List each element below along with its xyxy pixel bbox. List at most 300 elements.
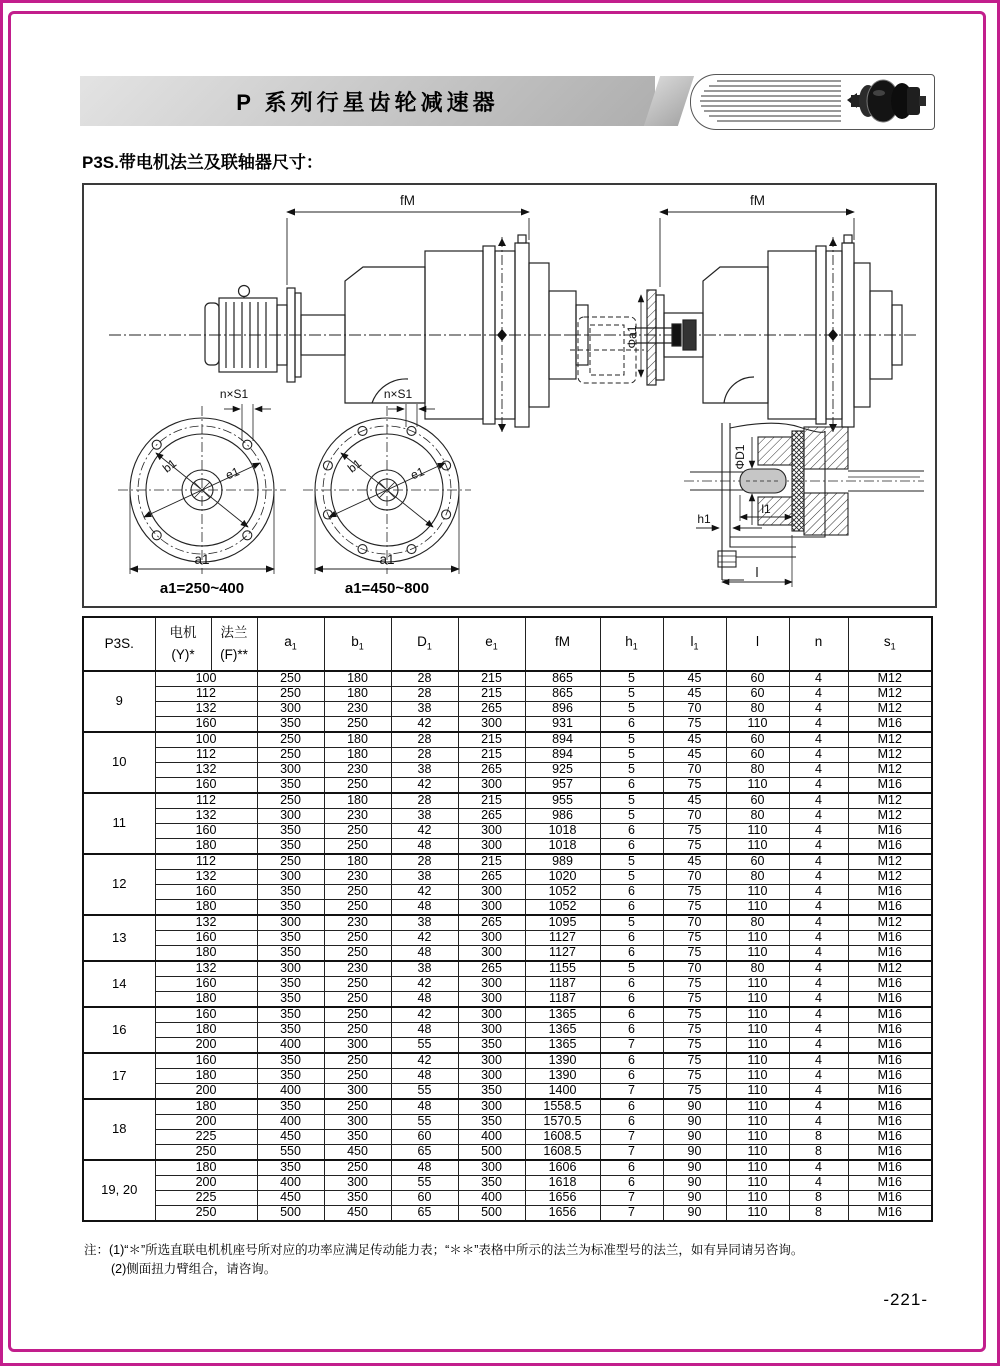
value-cell: 42 — [391, 778, 458, 794]
value-cell: 48 — [391, 946, 458, 962]
value-cell: 110 — [726, 1115, 789, 1130]
motor-size-cell: 180 — [155, 1069, 257, 1084]
value-cell: 931 — [525, 717, 600, 733]
value-cell: 5 — [600, 809, 663, 824]
value-cell: 230 — [324, 702, 391, 717]
value-cell: 300 — [257, 870, 324, 885]
table-row — [83, 809, 932, 824]
table-row — [83, 946, 932, 962]
value-cell: 80 — [726, 870, 789, 885]
motor-size-cell: 160 — [155, 1007, 257, 1023]
value-cell: 350 — [257, 931, 324, 946]
value-cell: 4 — [789, 961, 848, 977]
value-cell: 38 — [391, 915, 458, 931]
table-row — [83, 778, 932, 794]
model-cell: 14 — [83, 961, 155, 1007]
value-cell: 75 — [663, 900, 726, 916]
value-cell: 350 — [458, 1084, 525, 1100]
value-cell: 110 — [726, 931, 789, 946]
dimension-table-section — [82, 616, 933, 1222]
value-cell: 4 — [789, 1084, 848, 1100]
col-header-l: l — [726, 617, 789, 671]
value-cell: 4 — [789, 671, 848, 687]
value-cell: 5 — [600, 702, 663, 717]
value-cell: M16 — [848, 1069, 932, 1084]
speed-lines-icon — [700, 81, 841, 121]
value-cell: 250 — [324, 717, 391, 733]
value-cell: 1365 — [525, 1007, 600, 1023]
value-cell: 215 — [458, 687, 525, 702]
value-cell: 300 — [458, 1053, 525, 1069]
value-cell: 7 — [600, 1206, 663, 1222]
value-cell: 110 — [726, 1160, 789, 1176]
flange-caption-large: a1=450~800 — [344, 580, 430, 597]
value-cell: 265 — [458, 961, 525, 977]
value-cell: 300 — [458, 992, 525, 1008]
value-cell: 180 — [324, 687, 391, 702]
motor-size-cell: 180 — [155, 1160, 257, 1176]
gear-reducer-photo — [847, 80, 926, 122]
col-header-model: P3S. — [83, 617, 155, 671]
value-cell: 90 — [663, 1115, 726, 1130]
value-cell: 4 — [789, 900, 848, 916]
value-cell: 250 — [324, 778, 391, 794]
dim-label-e1-1: e1 — [223, 464, 242, 483]
value-cell: 350 — [257, 717, 324, 733]
value-cell: 75 — [663, 931, 726, 946]
value-cell: 4 — [789, 1099, 848, 1115]
value-cell: 1187 — [525, 977, 600, 992]
flange-drawing-small — [118, 404, 286, 574]
value-cell: 75 — [663, 946, 726, 962]
value-cell: 80 — [726, 763, 789, 778]
motor-size-cell: 132 — [155, 763, 257, 778]
value-cell: 60 — [726, 793, 789, 809]
table-row — [83, 671, 932, 687]
value-cell: 4 — [789, 748, 848, 763]
reducer-with-motor-side-view — [109, 212, 604, 433]
value-cell: 300 — [324, 1084, 391, 1100]
value-cell: 110 — [726, 824, 789, 839]
spec-table-body — [83, 671, 932, 1221]
value-cell: 42 — [391, 977, 458, 992]
dim-label-nxs1-1: n×S1 — [219, 387, 249, 401]
value-cell: 925 — [525, 763, 600, 778]
value-cell: 28 — [391, 732, 458, 748]
value-cell: 986 — [525, 809, 600, 824]
technical-drawings — [84, 185, 931, 602]
value-cell: 55 — [391, 1038, 458, 1054]
value-cell: 6 — [600, 778, 663, 794]
motor-size-cell: 200 — [155, 1176, 257, 1191]
value-cell: 5 — [600, 671, 663, 687]
table-row — [83, 1176, 932, 1191]
motor-size-cell: 225 — [155, 1191, 257, 1206]
value-cell: 180 — [324, 854, 391, 870]
value-cell: 4 — [789, 915, 848, 931]
value-cell: M12 — [848, 763, 932, 778]
dim-label-l1: l1 — [761, 502, 771, 516]
value-cell: 8 — [789, 1191, 848, 1206]
value-cell: 110 — [726, 977, 789, 992]
value-cell: 38 — [391, 702, 458, 717]
value-cell: 48 — [391, 992, 458, 1008]
value-cell: 110 — [726, 1007, 789, 1023]
page-title: P 系列行星齿轮减速器 — [236, 89, 499, 115]
value-cell: 1095 — [525, 915, 600, 931]
value-cell: 75 — [663, 778, 726, 794]
value-cell: 42 — [391, 717, 458, 733]
value-cell: 265 — [458, 702, 525, 717]
value-cell: 4 — [789, 717, 848, 733]
value-cell: 70 — [663, 702, 726, 717]
value-cell: 90 — [663, 1130, 726, 1145]
value-cell: 300 — [458, 824, 525, 839]
value-cell: 1400 — [525, 1084, 600, 1100]
value-cell: 180 — [324, 748, 391, 763]
value-cell: 4 — [789, 1160, 848, 1176]
value-cell: 250 — [324, 1053, 391, 1069]
value-cell: 75 — [663, 717, 726, 733]
value-cell: 45 — [663, 748, 726, 763]
coupling-detail-drawing — [684, 423, 924, 587]
table-row — [83, 1007, 932, 1023]
value-cell: 1618 — [525, 1176, 600, 1191]
value-cell: 300 — [324, 1176, 391, 1191]
motor-size-cell: 180 — [155, 1099, 257, 1115]
value-cell: M16 — [848, 946, 932, 962]
value-cell: 110 — [726, 1206, 789, 1222]
value-cell: 500 — [458, 1206, 525, 1222]
value-cell: 6 — [600, 1176, 663, 1191]
table-row — [83, 702, 932, 717]
value-cell: 1608.5 — [525, 1145, 600, 1161]
motor-size-cell: 180 — [155, 900, 257, 916]
value-cell: 5 — [600, 854, 663, 870]
value-cell: 1127 — [525, 931, 600, 946]
value-cell: 4 — [789, 809, 848, 824]
value-cell: 5 — [600, 915, 663, 931]
value-cell: 75 — [663, 1084, 726, 1100]
value-cell: 300 — [458, 839, 525, 855]
value-cell: 4 — [789, 931, 848, 946]
value-cell: 1656 — [525, 1191, 600, 1206]
value-cell: M16 — [848, 992, 932, 1008]
value-cell: 6 — [600, 900, 663, 916]
value-cell: 350 — [257, 778, 324, 794]
value-cell: 230 — [324, 763, 391, 778]
value-cell: 450 — [257, 1130, 324, 1145]
value-cell: 60 — [726, 854, 789, 870]
table-row — [83, 1145, 932, 1161]
value-cell: 6 — [600, 839, 663, 855]
dim-label-phi-a1: Φa1 — [625, 325, 639, 349]
value-cell: 110 — [726, 885, 789, 900]
value-cell: 75 — [663, 1053, 726, 1069]
value-cell: 6 — [600, 1160, 663, 1176]
value-cell: 5 — [600, 793, 663, 809]
header-decoration — [690, 74, 935, 130]
value-cell: 5 — [600, 961, 663, 977]
value-cell: 400 — [257, 1115, 324, 1130]
value-cell: 38 — [391, 809, 458, 824]
value-cell: M16 — [848, 1115, 932, 1130]
col-header-d1: $D_1$ — [391, 617, 458, 671]
value-cell: 45 — [663, 671, 726, 687]
value-cell: 6 — [600, 717, 663, 733]
value-cell: M12 — [848, 732, 932, 748]
dimension-table — [82, 616, 933, 1222]
col-header-s1: $s_1$ — [848, 617, 932, 671]
value-cell: 4 — [789, 870, 848, 885]
value-cell: M16 — [848, 1145, 932, 1161]
value-cell: 38 — [391, 870, 458, 885]
section-subtitle: P3S.带电机法兰及联轴器尺寸： — [82, 153, 323, 172]
value-cell: 7 — [600, 1145, 663, 1161]
value-cell: 300 — [257, 809, 324, 824]
value-cell: 45 — [663, 793, 726, 809]
value-cell: 350 — [257, 1160, 324, 1176]
value-cell: 65 — [391, 1145, 458, 1161]
value-cell: 6 — [600, 1053, 663, 1069]
value-cell: 38 — [391, 961, 458, 977]
value-cell: M16 — [848, 1023, 932, 1038]
value-cell: 1365 — [525, 1038, 600, 1054]
value-cell: 300 — [458, 900, 525, 916]
value-cell: 250 — [324, 992, 391, 1008]
value-cell: 350 — [458, 1115, 525, 1130]
value-cell: 75 — [663, 1023, 726, 1038]
table-row — [83, 1084, 932, 1100]
value-cell: 28 — [391, 854, 458, 870]
motor-size-cell: 112 — [155, 854, 257, 870]
value-cell: 110 — [726, 717, 789, 733]
value-cell: 450 — [324, 1145, 391, 1161]
value-cell: M16 — [848, 1099, 932, 1115]
value-cell: 80 — [726, 961, 789, 977]
value-cell: 230 — [324, 809, 391, 824]
value-cell: 4 — [789, 1176, 848, 1191]
table-row — [83, 854, 932, 870]
value-cell: 60 — [726, 671, 789, 687]
value-cell: 4 — [789, 1115, 848, 1130]
value-cell: 42 — [391, 885, 458, 900]
col-header-b1: $b_1$ — [324, 617, 391, 671]
table-row — [83, 931, 932, 946]
table-row — [83, 900, 932, 916]
value-cell: 90 — [663, 1176, 726, 1191]
value-cell: 4 — [789, 793, 848, 809]
value-cell: 75 — [663, 977, 726, 992]
value-cell: 1656 — [525, 1206, 600, 1222]
value-cell: 215 — [458, 732, 525, 748]
value-cell: 45 — [663, 687, 726, 702]
value-cell: 300 — [458, 1069, 525, 1084]
value-cell: 215 — [458, 793, 525, 809]
table-row — [83, 717, 932, 733]
value-cell: 48 — [391, 1023, 458, 1038]
col-header-n: n — [789, 617, 848, 671]
value-cell: 400 — [458, 1130, 525, 1145]
value-cell: 300 — [458, 1099, 525, 1115]
value-cell: 6 — [600, 824, 663, 839]
model-cell: 12 — [83, 854, 155, 915]
motor-size-cell: 132 — [155, 915, 257, 931]
value-cell: 250 — [324, 977, 391, 992]
value-cell: 550 — [257, 1145, 324, 1161]
value-cell: 38 — [391, 763, 458, 778]
col-header-h1: $h_1$ — [600, 617, 663, 671]
value-cell: 1018 — [525, 839, 600, 855]
value-cell: 1570.5 — [525, 1115, 600, 1130]
value-cell: 28 — [391, 671, 458, 687]
table-row — [83, 885, 932, 900]
value-cell: 250 — [257, 854, 324, 870]
value-cell: 180 — [324, 793, 391, 809]
value-cell: 350 — [257, 885, 324, 900]
value-cell: 65 — [391, 1206, 458, 1222]
model-cell: 13 — [83, 915, 155, 961]
value-cell: 4 — [789, 824, 848, 839]
value-cell: 75 — [663, 1069, 726, 1084]
motor-size-cell: 200 — [155, 1084, 257, 1100]
value-cell: 75 — [663, 1038, 726, 1054]
value-cell: 90 — [663, 1191, 726, 1206]
value-cell: 28 — [391, 687, 458, 702]
value-cell: 5 — [600, 732, 663, 748]
value-cell: 90 — [663, 1160, 726, 1176]
value-cell: M16 — [848, 1084, 932, 1100]
table-row — [83, 1099, 932, 1115]
table-row — [83, 1053, 932, 1069]
value-cell: 400 — [257, 1084, 324, 1100]
value-cell: M16 — [848, 1191, 932, 1206]
value-cell: 215 — [458, 854, 525, 870]
value-cell: 300 — [458, 1160, 525, 1176]
value-cell: 60 — [726, 732, 789, 748]
motor-size-cell: 132 — [155, 809, 257, 824]
value-cell: 250 — [257, 687, 324, 702]
model-cell: 9 — [83, 671, 155, 732]
table-row — [83, 870, 932, 885]
value-cell: 350 — [458, 1176, 525, 1191]
col-header-e1: $e_1$ — [458, 617, 525, 671]
value-cell: 42 — [391, 824, 458, 839]
value-cell: 6 — [600, 1099, 663, 1115]
dim-label-e1-2: e1 — [408, 464, 427, 483]
value-cell: 250 — [324, 1069, 391, 1084]
col-header-flange: 法兰 (F)** — [211, 617, 257, 671]
motor-size-cell: 180 — [155, 839, 257, 855]
technical-drawing-panel — [82, 183, 937, 608]
value-cell: 1365 — [525, 1023, 600, 1038]
dim-label-a1-2: a1 — [379, 552, 395, 567]
table-row — [83, 1023, 932, 1038]
flange-drawing-large — [303, 404, 471, 574]
value-cell: M12 — [848, 809, 932, 824]
value-cell: 28 — [391, 793, 458, 809]
table-row — [83, 977, 932, 992]
value-cell: 60 — [391, 1191, 458, 1206]
value-cell: 955 — [525, 793, 600, 809]
value-cell: 48 — [391, 1099, 458, 1115]
value-cell: 80 — [726, 915, 789, 931]
value-cell: M16 — [848, 839, 932, 855]
value-cell: 250 — [324, 839, 391, 855]
value-cell: 230 — [324, 915, 391, 931]
value-cell: 70 — [663, 915, 726, 931]
value-cell: 300 — [458, 778, 525, 794]
value-cell: 180 — [324, 671, 391, 687]
value-cell: 1390 — [525, 1069, 600, 1084]
page-header-banner — [80, 76, 655, 126]
footnote-2: (2)侧面扭力臂组合，请咨询。 — [111, 1262, 277, 1277]
value-cell: 4 — [789, 1069, 848, 1084]
model-cell: 17 — [83, 1053, 155, 1099]
value-cell: 300 — [257, 915, 324, 931]
motor-size-cell: 112 — [155, 748, 257, 763]
motor-size-cell: 160 — [155, 717, 257, 733]
value-cell: 48 — [391, 839, 458, 855]
dim-label-b1-1: b1 — [159, 456, 180, 476]
value-cell: 75 — [663, 885, 726, 900]
motor-size-cell: 200 — [155, 1038, 257, 1054]
value-cell: 4 — [789, 977, 848, 992]
table-row — [83, 1038, 932, 1054]
table-row — [83, 839, 932, 855]
value-cell: M16 — [848, 931, 932, 946]
dim-label-h1: h1 — [697, 512, 711, 526]
table-row — [83, 1160, 932, 1176]
table-row — [83, 1130, 932, 1145]
value-cell: M12 — [848, 854, 932, 870]
value-cell: 70 — [663, 809, 726, 824]
value-cell: 4 — [789, 1038, 848, 1054]
value-cell: 1608.5 — [525, 1130, 600, 1145]
value-cell: M12 — [848, 961, 932, 977]
value-cell: 110 — [726, 839, 789, 855]
value-cell: 230 — [324, 961, 391, 977]
model-cell: 10 — [83, 732, 155, 793]
value-cell: M12 — [848, 915, 932, 931]
value-cell: 250 — [324, 1099, 391, 1115]
table-row — [83, 1069, 932, 1084]
value-cell: 350 — [257, 1007, 324, 1023]
value-cell: 55 — [391, 1115, 458, 1130]
value-cell: 90 — [663, 1145, 726, 1161]
value-cell: 957 — [525, 778, 600, 794]
value-cell: 7 — [600, 1084, 663, 1100]
value-cell: M16 — [848, 1176, 932, 1191]
value-cell: M12 — [848, 870, 932, 885]
value-cell: 70 — [663, 870, 726, 885]
table-row — [83, 992, 932, 1008]
value-cell: 6 — [600, 1007, 663, 1023]
motor-size-cell: 160 — [155, 1053, 257, 1069]
value-cell: 4 — [789, 946, 848, 962]
col-header-a1: $a_1$ — [257, 617, 324, 671]
table-header-row — [83, 617, 932, 671]
value-cell: 4 — [789, 778, 848, 794]
value-cell: 300 — [458, 1007, 525, 1023]
value-cell: 400 — [257, 1176, 324, 1191]
dim-label-fm-left: fM — [400, 193, 415, 208]
motor-size-cell: 132 — [155, 702, 257, 717]
value-cell: 110 — [726, 1130, 789, 1145]
motor-size-cell: 160 — [155, 931, 257, 946]
value-cell: 75 — [663, 992, 726, 1008]
value-cell: 7 — [600, 1130, 663, 1145]
